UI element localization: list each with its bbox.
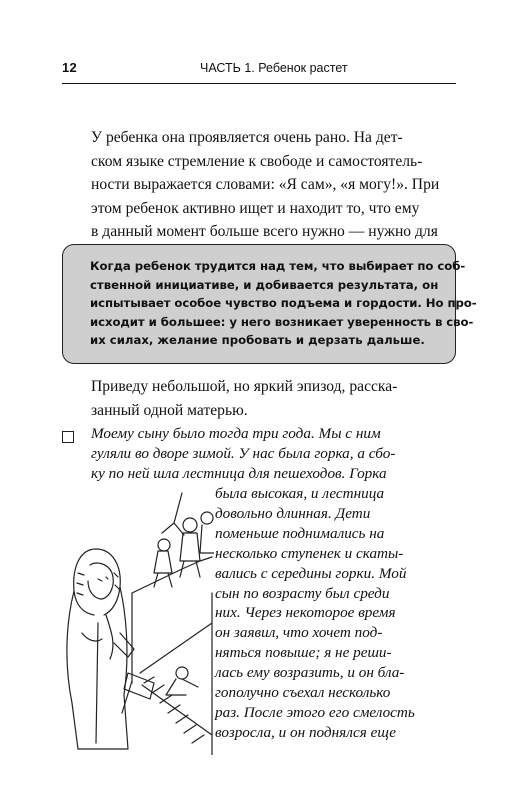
page-number: 12 <box>62 60 78 75</box>
story-line: гуляли во дворе зимой. У нас была горка, а сбо- <box>91 444 396 462</box>
text-line: занный одной матерью. <box>91 401 248 419</box>
text-line: в данный момент больше всего нужно — нужно для <box>91 223 438 241</box>
square-bullet-icon <box>62 431 74 443</box>
story-line: возросла, и он поднялся еще <box>215 723 396 741</box>
story-line: сын по возрасту был среди <box>215 584 390 602</box>
story-line: была высокая, и лестница <box>215 485 385 502</box>
story-line: них. Через некоторое время <box>215 604 396 622</box>
story-line: няться повыше; я не реши- <box>215 644 392 662</box>
callout-line: испытывает особое чувство подъема и гордости. Но про- <box>90 296 477 311</box>
page-header <box>62 60 456 82</box>
story-line: довольно длинная. Дети <box>215 504 371 522</box>
callout-box <box>62 244 477 364</box>
text-line: этом ребенок активно ищет и находит то, что ему <box>91 199 420 217</box>
text-line: Приведу небольшой, но яркий эпизод, расска- <box>91 378 398 395</box>
story-line: раз. После этого его смелость <box>215 703 415 721</box>
callout-text <box>90 257 477 350</box>
callout-line: исходит и большее: у него возникает уверенность в сво- <box>90 314 474 329</box>
callout-line: ственной инициативе, и добивается результата, он <box>90 277 439 292</box>
text-line: ском языке стремление к свободе и самостоятель- <box>91 152 423 170</box>
story-line: поменьше поднимались на <box>215 524 385 542</box>
mother-children-slide-illustration <box>62 473 214 755</box>
story-line: гополучно съехал несколько <box>215 684 391 702</box>
story-line: несколько ступенек и скаты- <box>215 544 404 562</box>
text-line: ности выражается словами: «Я сам», «я могу!». При <box>91 176 440 194</box>
text-line: У ребенка она проявляется очень рано. На дет- <box>91 129 403 146</box>
story-text-right <box>215 484 456 743</box>
story-line: ку по ней шла лестница для пешеходов. Горка <box>91 464 387 482</box>
story-line: Моему сыну было тогда три года. Мы с ним <box>91 425 381 442</box>
callout-line: Когда ребенок трудится над тем, что выбирает по соб- <box>90 259 466 273</box>
story-line: он заявил, что хочет под- <box>215 624 383 642</box>
story-line: вались с середины горки. Мой <box>215 564 407 582</box>
running-head: ЧАСТЬ 1. Ребенок растет <box>200 61 348 75</box>
header-rule <box>62 83 456 84</box>
paragraph-episode <box>91 375 456 422</box>
story-line: лась ему возразить, и он бла- <box>215 664 405 682</box>
callout-line: их силах, желание пробовать и дерзать дальше. <box>90 333 425 348</box>
